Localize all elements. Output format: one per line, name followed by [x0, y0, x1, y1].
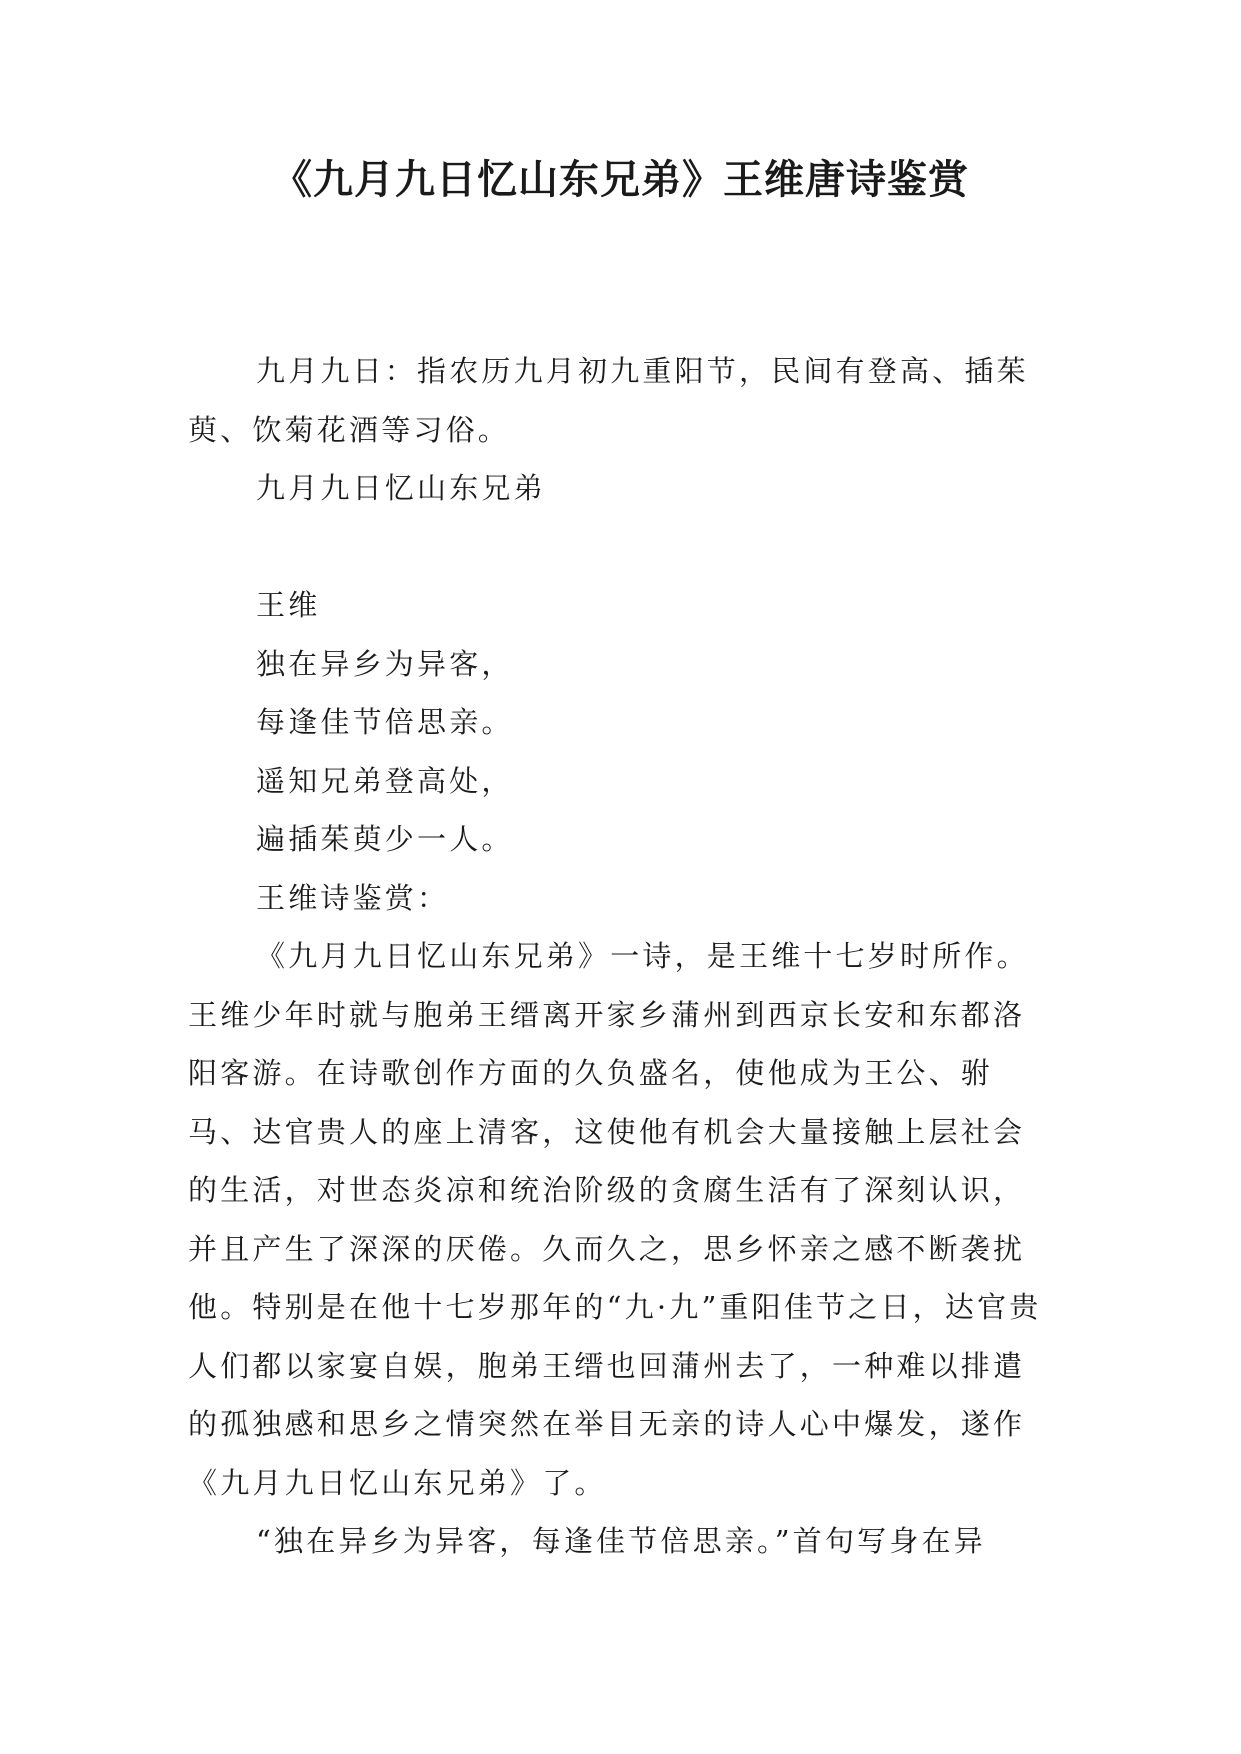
poem-line-2: 每逢佳节倍思亲。 — [256, 705, 514, 739]
appreciation-heading: 王维诗鉴赏： — [256, 880, 450, 915]
document-body — [188, 342, 1056, 1571]
blank-line — [188, 518, 1056, 577]
poem-line-3: 遥知兄弟登高处， — [256, 763, 514, 798]
paragraph-definition: 九月九日：指农历九月初九重阳节，民间有登高、插茱萸、饮菊花酒等习俗。 — [188, 354, 1029, 447]
poem-line-4: 遍插茱萸少一人。 — [256, 822, 514, 856]
document-title: 《九月九日忆山东兄弟》王维唐诗鉴赏 — [272, 157, 969, 203]
poem-author: 王维 — [256, 588, 321, 622]
poem-title: 九月九日忆山东兄弟 — [256, 471, 546, 505]
analysis-paragraph: “独在异乡为异客，每逢佳节倍思亲。”首句写身在异 — [256, 1524, 986, 1558]
poem-line-1: 独在异乡为异客， — [256, 646, 514, 681]
appreciation-paragraph: 《九月九日忆山东兄弟》一诗，是王维十七岁时所作。王维少年时就与胞弟王缙离开家乡蒲州到西京长安和东都洛阳客游。在诗歌创作方面的久负盛名，使他成为王公、驸马、达官贵人的座上清客，这使他有机会大量接触上层社会的生活，对世态炎凉和统治阶级的贪腐生活有了深刻认识，并且产生了深深的厌倦。久而久之，思乡怀亲之感不断袭扰他。特别是在他十七岁那年的“九·九”重阳佳节之日，达官贵人们都以家宴自娱，胞弟王缙也回蒲州去了，一种难以排遣的孤独感和思乡之情突然在举目无亲的诗人心中爆发，遂作《九月九日忆山东兄弟》了。 — [188, 939, 1042, 1500]
